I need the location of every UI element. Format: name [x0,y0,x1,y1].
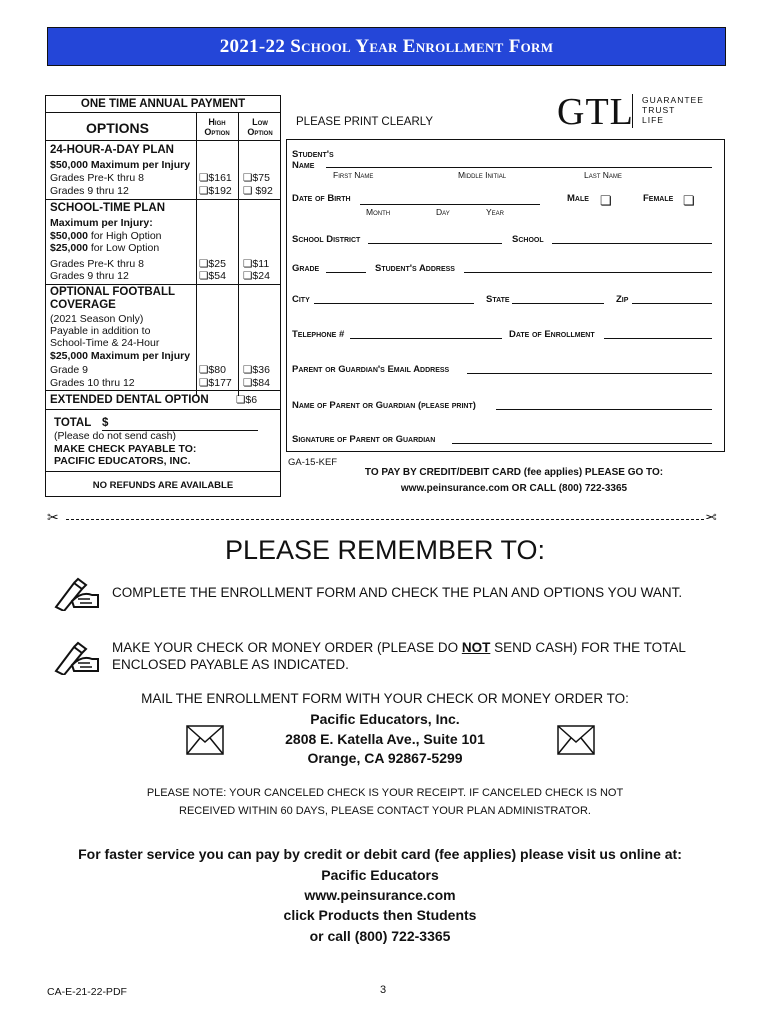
parent-name-field[interactable] [496,409,712,410]
writing-hand-icon [52,641,100,680]
football-row2-label: Grades 10 thru 12 [50,377,135,389]
total-dollar: $ [102,417,109,429]
football-row1-low-checkbox[interactable]: ❏$36 [243,364,270,376]
school-time-high-line: $50,000 for High Option [50,230,162,242]
male-label: Male [567,193,589,204]
pay-online-line1: TO PAY BY CREDIT/DEBIT CARD (fee applies) PLEASE GO TO: [364,467,664,478]
zip-label: Zip [616,294,629,305]
one-time-payment-label: ONE TIME ANNUAL PAYMENT [80,98,246,110]
remember-item2: MAKE YOUR CHECK OR MONEY ORDER (PLEASE DO NOT SEND CASH) FOR THE TOTAL ENCLOSED PAYABLE AS INDICATED. [112,640,686,672]
address-label: Student's Address [375,263,455,274]
scissors-left-icon: ✂ [47,509,59,525]
district-field[interactable] [368,243,502,244]
cut-line [66,519,704,520]
remember-title: PLEASE REMEMBER TO: [224,535,546,565]
options-label: OPTIONS [86,120,150,136]
writing-hand-icon [52,577,100,616]
envelope-icon [186,725,224,760]
address-line1: Pacific Educators, Inc. [310,711,460,727]
dob-field[interactable] [360,204,540,205]
students-name-field[interactable] [326,167,712,168]
football-payable-line2: School-Time & 24-Hour [50,337,160,349]
plan24-row1-high-checkbox[interactable]: ❏$161 [199,172,232,184]
mail-instruction: MAIL THE ENROLLMENT FORM WITH YOUR CHECK OR MONEY ORDER TO: [141,691,629,706]
city-label: City [292,294,310,305]
football-payable-line1: Payable in addition to [50,325,151,337]
telephone-field[interactable] [350,338,502,339]
form-title-banner [47,27,726,66]
telephone-label: Telephone # [292,329,345,340]
male-checkbox[interactable]: ❏ [600,193,612,208]
address-line3: Orange, CA 92867-5299 [307,750,463,766]
day-sublabel: Day [436,207,450,217]
parent-name-label: Name of Parent or Guardian (please print) [292,400,476,411]
no-cash-note: (Please do not send cash) [54,430,176,442]
grade-label: Grade [292,263,320,274]
year-sublabel: Year [486,207,505,217]
students-name-label: Student's Name [292,149,334,171]
school-time-row2-label: Grades 9 thru 12 [50,270,129,282]
school-time-max: Maximum per Injury: [50,217,153,229]
school-time-row1-high-checkbox[interactable]: ❏$25 [199,258,226,270]
plan24-row1-label: Grades Pre-K thru 8 [50,172,144,184]
month-sublabel: Month [366,207,391,217]
school-time-row2-low-checkbox[interactable]: ❏$24 [243,270,270,282]
low-option-label: Low Option [247,117,273,137]
faster-line2[interactable]: www.peinsurance.com [304,887,456,903]
grade-field[interactable] [326,272,366,273]
faster-line1: Pacific Educators [321,867,439,883]
enrollment-date-field[interactable] [604,338,712,339]
payable-to-line1: MAKE CHECK PAYABLE TO: [54,443,197,455]
dob-label: Date of Birth [292,193,351,204]
remember-item1: COMPLETE THE ENROLLMENT FORM AND CHECK THE PLAN AND OPTIONS YOU WANT. [112,585,683,600]
gtl-logo-text: GUARANTEE TRUST LIFE [642,95,704,125]
football-max: $25,000 Maximum per Injury [50,350,191,362]
faster-service: For faster service you can pay by credit or debit card (fee applies) please visit us online at: [78,846,682,862]
scissors-right-icon: ✂ [705,509,717,525]
page-number: 3 [380,984,387,996]
football-row2-high-checkbox[interactable]: ❏$177 [199,377,232,389]
options-box [45,95,281,497]
football-title: OPTIONAL FOOTBALL COVERAGE [50,286,176,311]
enrollment-date-label: Date of Enrollment [509,329,595,340]
high-option-label: High Option [204,117,230,137]
dental-label: EXTENDED DENTAL OPTION [50,394,209,406]
plan24-row2-low-checkbox[interactable]: ❏ $92 [243,185,273,197]
female-checkbox[interactable]: ❏ [683,193,695,208]
school-time-row1-low-checkbox[interactable]: ❏$11 [243,258,270,270]
plan24-title: 24-HOUR-A-DAY PLAN [50,144,174,156]
print-clearly: PLEASE PRINT CLEARLY [296,116,433,128]
form-code: GA-15-KEF [288,457,338,468]
plan24-row1-low-checkbox[interactable]: ❏$75 [243,172,270,184]
school-field[interactable] [552,243,712,244]
no-refunds: NO REFUNDS ARE AVAILABLE [92,480,234,491]
receipt-note-line2: RECEIVED WITHIN 60 DAYS, PLEASE CONTACT YOUR PLAN ADMINISTRATOR. [179,805,591,817]
plan24-max: $50,000 Maximum per Injury [50,159,191,171]
receipt-note-line1: PLEASE NOTE: YOUR CANCELED CHECK IS YOUR RECEIPT. IF CANCELED CHECK IS NOT [146,787,624,799]
faster-line4: or call (800) 722-3365 [309,928,451,944]
football-row1-label: Grade 9 [50,364,88,376]
plan24-row2-high-checkbox[interactable]: ❏$192 [199,185,232,197]
zip-field[interactable] [632,303,712,304]
city-field[interactable] [314,303,474,304]
school-time-low-line: $25,000 for Low Option [50,242,160,254]
state-label: State [486,294,510,305]
email-field[interactable] [467,373,712,374]
football-row1-high-checkbox[interactable]: ❏$80 [199,364,226,376]
school-time-title: SCHOOL-TIME PLAN [50,202,165,214]
school-time-row2-high-checkbox[interactable]: ❏$54 [199,270,226,282]
address-field[interactable] [464,272,712,273]
district-label: School District [292,234,361,245]
signature-label: Signature of Parent or Guardian [292,434,436,445]
state-field[interactable] [512,303,604,304]
envelope-icon [557,725,595,760]
total-label: TOTAL [54,417,92,429]
middle-initial-sublabel: Middle Initial [458,170,507,180]
address-line2: 2808 E. Katella Ave., Suite 101 [285,731,485,747]
school-label: School [512,234,544,245]
football-row2-low-checkbox[interactable]: ❏$84 [243,377,270,389]
football-season: (2021 Season Only) [50,313,144,325]
gtl-logo: GTL [557,91,634,133]
first-name-sublabel: First Name [333,170,374,180]
school-time-row1-label: Grades Pre-K thru 8 [50,258,144,270]
form-title: 2021-22 School Year Enrollment Form [219,35,554,57]
female-label: Female [643,193,674,204]
email-label: Parent or Guardian's Email Address [292,364,450,375]
payable-to-line2: PACIFIC EDUCATORS, INC. [54,455,191,467]
plan24-row2-label: Grades 9 thru 12 [50,185,129,197]
faster-line3: click Products then Students [283,907,477,923]
footer-code: CA-E-21-22-PDF [47,986,127,998]
pay-online-line2: www.peinsurance.com OR CALL (800) 722-3365 [400,483,628,494]
signature-field[interactable] [452,443,712,444]
dental-checkbox[interactable]: ❏$6 [236,394,258,406]
last-name-sublabel: Last Name [584,170,622,180]
